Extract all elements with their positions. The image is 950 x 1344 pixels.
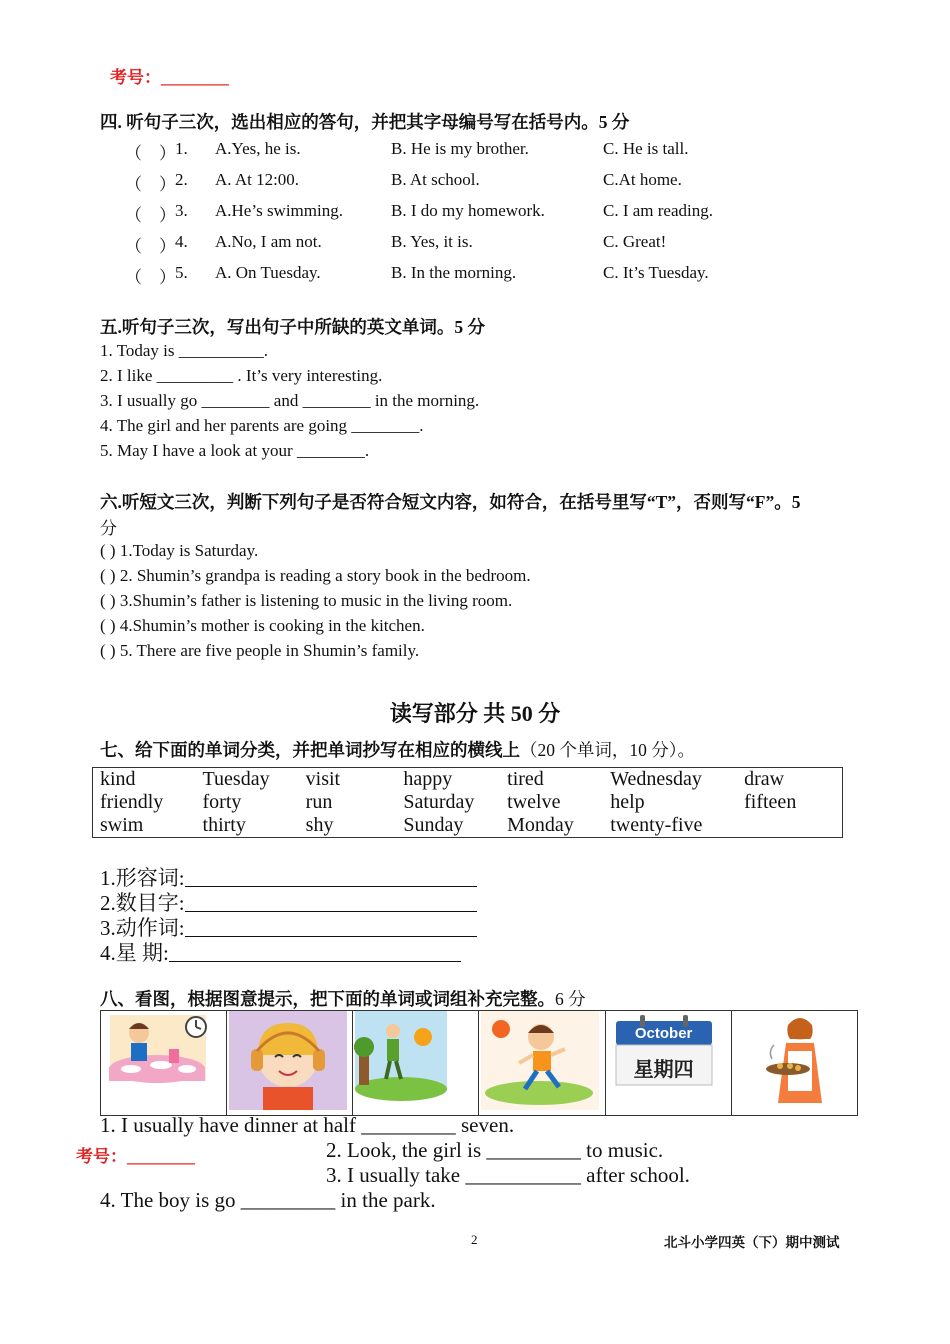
section7-title bbox=[100, 737, 695, 762]
word-cell: kind bbox=[100, 768, 136, 790]
option-b: B. He is my brother. bbox=[391, 139, 529, 158]
word-cell: happy bbox=[403, 768, 453, 790]
section6-line: ( ) 4.Shumin’s mother is cooking in the kitchen. bbox=[100, 616, 425, 635]
part-heading: 读写部分 共 50 分 bbox=[389, 701, 561, 726]
option-a: A. On Tuesday. bbox=[215, 263, 321, 282]
answer-line[interactable] bbox=[185, 891, 477, 912]
boy-running-picture bbox=[479, 1011, 601, 1110]
section5-line: 3. I usually go ________ and ________ in the morning. bbox=[100, 391, 480, 410]
section5-line: 2. I like _________ . It’s very interesting. bbox=[100, 366, 383, 385]
section6-line: ( ) 3.Shumin’s father is listening to music in the living room. bbox=[100, 591, 513, 610]
exam-number-top: 考号：________ bbox=[110, 68, 229, 87]
category-label: 4.星 期: bbox=[100, 941, 169, 965]
picture-dinner bbox=[101, 1011, 227, 1116]
category-weekdays bbox=[100, 937, 461, 967]
option-c: C.At home. bbox=[603, 170, 682, 189]
word-cell: forty bbox=[202, 791, 242, 813]
section5-line: 1. Today is __________. bbox=[100, 341, 269, 360]
answer-bracket[interactable]: （ ） bbox=[125, 268, 176, 287]
option-b: B. At school. bbox=[391, 170, 480, 189]
section8-line: 2. Look, the girl is _________ to music. bbox=[326, 1138, 664, 1162]
calendar-weekday: 星期四 bbox=[633, 1057, 694, 1081]
section4-title: 四. 听句子三次，选出相应的答句，并把其字母编号写在括号内。5 分 bbox=[100, 112, 630, 132]
word-cell: visit bbox=[305, 768, 341, 790]
word-cell: Wednesday bbox=[610, 768, 702, 790]
word-cell: swim bbox=[100, 814, 144, 836]
word-table-row bbox=[93, 791, 843, 814]
section7-title-note: （20 个单词，10 分）。 bbox=[520, 740, 695, 760]
option-c: C. Great! bbox=[603, 232, 667, 251]
section6-title-cont: 分 bbox=[100, 519, 117, 538]
word-cell: twenty-five bbox=[610, 814, 703, 836]
word-cell: Tuesday bbox=[202, 768, 270, 790]
answer-bracket[interactable]: （ ） bbox=[125, 206, 176, 225]
section8-title bbox=[100, 986, 586, 1011]
section6-line: ( ) 1.Today is Saturday. bbox=[100, 541, 259, 560]
woman-cooking-picture bbox=[732, 1011, 854, 1110]
picture-table bbox=[100, 1010, 858, 1116]
word-cell: Monday bbox=[507, 814, 574, 836]
section8-title-main: 八、看图，根据图意提示，把下面的单词或词组补充完整。 bbox=[100, 989, 555, 1009]
section6-line: ( ) 2. Shumin’s grandpa is reading a story book in the bedroom. bbox=[100, 566, 531, 585]
item-number: 2. bbox=[175, 170, 188, 189]
word-cell: fifteen bbox=[744, 791, 797, 813]
picture-running bbox=[479, 1011, 605, 1116]
option-a: A. At 12:00. bbox=[215, 170, 300, 189]
picture-calendar bbox=[605, 1011, 731, 1116]
word-table-row bbox=[93, 768, 843, 792]
word-cell: Sunday bbox=[403, 814, 464, 836]
section6-line: ( ) 5. There are five people in Shumin’s family. bbox=[100, 641, 420, 660]
section5-line: 5. May I have a look at your ________. bbox=[100, 441, 370, 460]
word-cell: friendly bbox=[100, 791, 164, 813]
page-number: 2 bbox=[471, 1232, 478, 1247]
section5-title: 五.听句子三次，写出句子中所缺的英文单词。5 分 bbox=[100, 317, 485, 337]
option-b: B. Yes, it is. bbox=[391, 232, 473, 251]
item-number: 5. bbox=[175, 263, 188, 282]
word-cell: help bbox=[610, 791, 645, 813]
item-number: 4. bbox=[175, 232, 188, 251]
item-number: 3. bbox=[175, 201, 188, 220]
option-c: C. I am reading. bbox=[603, 201, 713, 220]
word-cell: thirty bbox=[202, 814, 246, 836]
option-b: B. I do my homework. bbox=[391, 201, 545, 220]
option-c: C. It’s Tuesday. bbox=[603, 263, 709, 282]
item-number: 1. bbox=[175, 139, 188, 158]
answer-line[interactable] bbox=[185, 866, 477, 887]
section8-line: 3. I usually take ___________ after school. bbox=[326, 1163, 690, 1187]
answer-line[interactable] bbox=[169, 941, 461, 962]
picture-music bbox=[227, 1011, 353, 1116]
word-cell: Saturday bbox=[403, 791, 475, 813]
category-label: 3.动作词: bbox=[100, 916, 185, 940]
picture-walk bbox=[353, 1011, 479, 1116]
category-label: 2.数目字: bbox=[100, 891, 185, 915]
section8-line: 1. I usually have dinner at half _________ seven. bbox=[100, 1113, 515, 1137]
word-cell: run bbox=[305, 791, 333, 813]
option-a: A.Yes, he is. bbox=[215, 139, 301, 158]
family-dinner-picture bbox=[101, 1011, 223, 1110]
section5-line: 4. The girl and her parents are going ________. bbox=[100, 416, 424, 435]
word-cell bbox=[737, 814, 842, 838]
boy-walking-picture bbox=[353, 1011, 475, 1110]
section6-title: 六.听短文三次，判断下列句子是否符合短文内容，如符合，在括号里写“T”，否则写“F”。5 bbox=[100, 492, 801, 512]
word-cell: draw bbox=[744, 768, 785, 790]
section8-title-note: 6 分 bbox=[555, 989, 586, 1009]
girl-listening-music-picture bbox=[227, 1011, 349, 1110]
picture-cooking bbox=[731, 1011, 857, 1116]
exam-number-bottom: 考号：________ bbox=[76, 1147, 195, 1166]
answer-bracket[interactable]: （ ） bbox=[125, 237, 176, 256]
option-c: C. He is tall. bbox=[603, 139, 689, 158]
word-table bbox=[92, 767, 843, 838]
word-table-row bbox=[93, 814, 843, 838]
option-b: B. In the morning. bbox=[391, 263, 517, 282]
word-cell: tired bbox=[507, 768, 544, 790]
footer-school: 北斗小学四英（下）期中测试 bbox=[664, 1235, 840, 1251]
option-a: A.No, I am not. bbox=[215, 232, 322, 251]
word-cell: twelve bbox=[507, 791, 561, 813]
section8-line: 4. The boy is go _________ in the park. bbox=[100, 1188, 436, 1212]
answer-line[interactable] bbox=[185, 916, 477, 937]
option-a: A.He’s swimming. bbox=[215, 201, 343, 220]
category-label: 1.形容词: bbox=[100, 866, 185, 890]
answer-bracket[interactable]: （ ） bbox=[125, 175, 176, 194]
answer-bracket[interactable]: （ ） bbox=[125, 144, 176, 163]
calendar-month: October bbox=[634, 1025, 693, 1042]
word-cell: shy bbox=[305, 814, 334, 836]
section7-title-main: 七、给下面的单词分类，并把单词抄写在相应的横线上 bbox=[100, 740, 520, 760]
